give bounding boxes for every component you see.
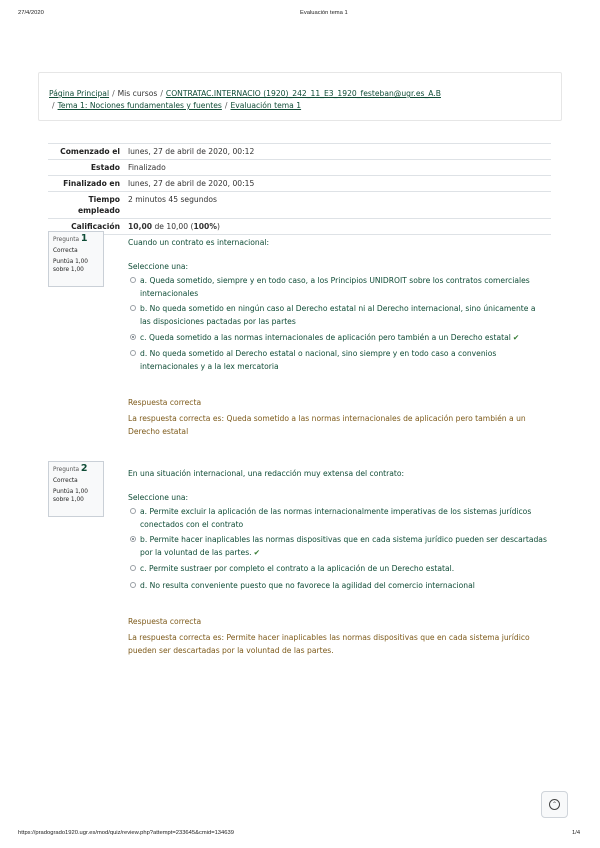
- time-value: 2 minutos 45 segundos: [128, 195, 217, 204]
- time-label-line-1: Tiempo: [88, 195, 120, 204]
- question-1-option-b[interactable]: [128, 302, 548, 328]
- question-1-option-a[interactable]: [128, 274, 548, 300]
- completed-label: Finalizado en: [63, 179, 120, 188]
- question-number-label: Pregunta: [53, 467, 80, 473]
- started-value: lunes, 27 de abril de 2020, 00:12: [128, 147, 255, 156]
- grade-percent: 100%: [193, 222, 217, 231]
- time-label-line-2: empleado: [77, 206, 120, 215]
- radio-button[interactable]: [130, 350, 136, 356]
- breadcrumb-separator: /: [224, 101, 228, 110]
- question-state: Correcta: [53, 248, 78, 254]
- question-2-option-b[interactable]: [128, 533, 548, 559]
- question-grade-line-2: sobre 1,00: [53, 497, 84, 503]
- question-number: 1: [80, 233, 88, 244]
- grade-score: 10,00: [128, 222, 153, 231]
- question-2-option-a[interactable]: [128, 505, 548, 531]
- question-2-text: En una situación internacional, una redacción muy extensa del contrato:: [128, 469, 405, 478]
- grade-close: ): [216, 222, 220, 231]
- question-2-prompt: Seleccione una:: [128, 493, 189, 502]
- breadcrumb-home-link[interactable]: Página Principal: [49, 89, 110, 98]
- question-1-feedback-title: Respuesta correcta: [128, 398, 202, 407]
- breadcrumb-separator: /: [52, 101, 55, 110]
- print-date: 27/4/2020: [18, 10, 44, 16]
- summary-row-time: [48, 192, 551, 219]
- correct-check-icon: ✔: [512, 333, 520, 342]
- grade-label: Calificación: [71, 222, 120, 231]
- print-url: https://pradogrado1920.ugr.es/mod/quiz/review.php?attempt=233645&cmid=134639: [18, 830, 234, 836]
- question-grade-line-1: Puntúa 1,00: [53, 489, 88, 495]
- question-number: 2: [80, 463, 88, 474]
- state-value: Finalizado: [128, 163, 166, 172]
- question-grade-line-2: sobre 1,00: [53, 267, 84, 273]
- option-label: b. No queda sometido en ningún caso al Derecho estatal ni al Derecho internacional, sino únicamente a las disposiciones pactadas por las partes: [140, 304, 536, 326]
- state-label: Estado: [90, 163, 120, 172]
- breadcrumb-separator: /: [160, 89, 163, 98]
- breadcrumb-topic-link[interactable]: Tema 1: Nociones fundamentales y fuentes: [57, 101, 222, 110]
- attempt-summary-table: [48, 143, 551, 235]
- option-label: d. No queda sometido al Derecho estatal o nacional, sino siempre y en todo caso a convenios internacionales y a la lex mercatoria: [140, 349, 497, 371]
- summary-row-state: [48, 160, 551, 176]
- breadcrumb-course-link[interactable]: CONTRATAC.INTERNACIO (1920)_242_11_E3_1920_festeban@ugr.es_A.B: [165, 89, 441, 98]
- radio-button[interactable]: [130, 305, 136, 311]
- option-label: b. Permite hacer inaplicables las normas dispositivas que en cada sistema jurídico pueden ser descartadas por la voluntad de las partes.: [140, 535, 547, 557]
- breadcrumb-my-courses: Mis cursos: [117, 89, 158, 98]
- breadcrumb-page-link[interactable]: Evaluación tema 1: [230, 101, 302, 110]
- print-title: Evaluación tema 1: [300, 10, 348, 16]
- summary-row-completed: [48, 176, 551, 192]
- question-grade-line-1: Puntúa 1,00: [53, 259, 88, 265]
- summary-row-started: [48, 144, 551, 160]
- radio-button-selected[interactable]: [130, 334, 136, 340]
- radio-button[interactable]: [130, 508, 136, 514]
- correct-check-icon: ✔: [253, 548, 260, 557]
- question-1-text: Cuando un contrato es internacional:: [128, 238, 270, 247]
- radio-button[interactable]: [130, 565, 136, 571]
- radio-button[interactable]: [130, 582, 136, 588]
- completed-value: lunes, 27 de abril de 2020, 00:15: [128, 179, 255, 188]
- question-2-option-d[interactable]: [128, 579, 548, 592]
- breadcrumb-line-2: [49, 100, 561, 112]
- breadcrumb: [38, 72, 562, 121]
- chevron-up-icon: ⌃: [549, 799, 560, 810]
- option-label: a. Queda sometido, siempre y en todo caso, a los Principios UNIDROIT sobre los contratos comerciales internacionales: [140, 276, 530, 298]
- grade-value: [126, 219, 551, 235]
- question-2-feedback-title: Respuesta correcta: [128, 617, 202, 626]
- radio-button-selected[interactable]: [130, 536, 136, 542]
- question-1-feedback-text: La respuesta correcta es: Queda sometido a las normas internacionales de aplicación pero también a un Derecho estatal: [128, 414, 526, 436]
- option-label: c. Queda sometido a las normas internacionales de aplicación pero también a un Derecho estatal: [140, 333, 511, 342]
- option-label: d. No resulta conveniente puesto que no favorece la agilidad del comercio internacional: [140, 581, 475, 590]
- question-number-label: Pregunta: [53, 237, 80, 243]
- question-state: Correcta: [53, 478, 78, 484]
- print-page-number: 1/4: [572, 830, 581, 836]
- question-1-prompt: Seleccione una:: [128, 262, 189, 271]
- question-2-feedback-text: La respuesta correcta es: Permite hacer inaplicables las normas dispositivas que en cada sistema jurídico pueden ser descartadas por la voluntad de las partes.: [128, 633, 530, 655]
- breadcrumb-line-1: [49, 88, 561, 100]
- scroll-to-top-button[interactable]: [541, 791, 568, 818]
- started-label: Comenzado el: [60, 147, 120, 156]
- question-1-option-d[interactable]: [128, 347, 548, 373]
- time-label: [48, 192, 126, 219]
- grade-rest: de 10,00 (: [154, 222, 194, 231]
- radio-button[interactable]: [130, 277, 136, 283]
- option-label: c. Permite sustraer por completo el contrato a la aplicación de un Derecho estatal.: [140, 564, 455, 573]
- question-1-info: [48, 231, 104, 287]
- summary-row-grade: [48, 219, 551, 235]
- question-2-info: [48, 461, 104, 517]
- breadcrumb-separator: /: [112, 89, 115, 98]
- question-2-option-c[interactable]: [128, 562, 548, 575]
- question-1-option-c[interactable]: [128, 331, 548, 344]
- option-label: a. Permite excluir la aplicación de las normas internacionalmente imperativas de los sistemas jurídicos conectados con el contrato: [140, 507, 532, 529]
